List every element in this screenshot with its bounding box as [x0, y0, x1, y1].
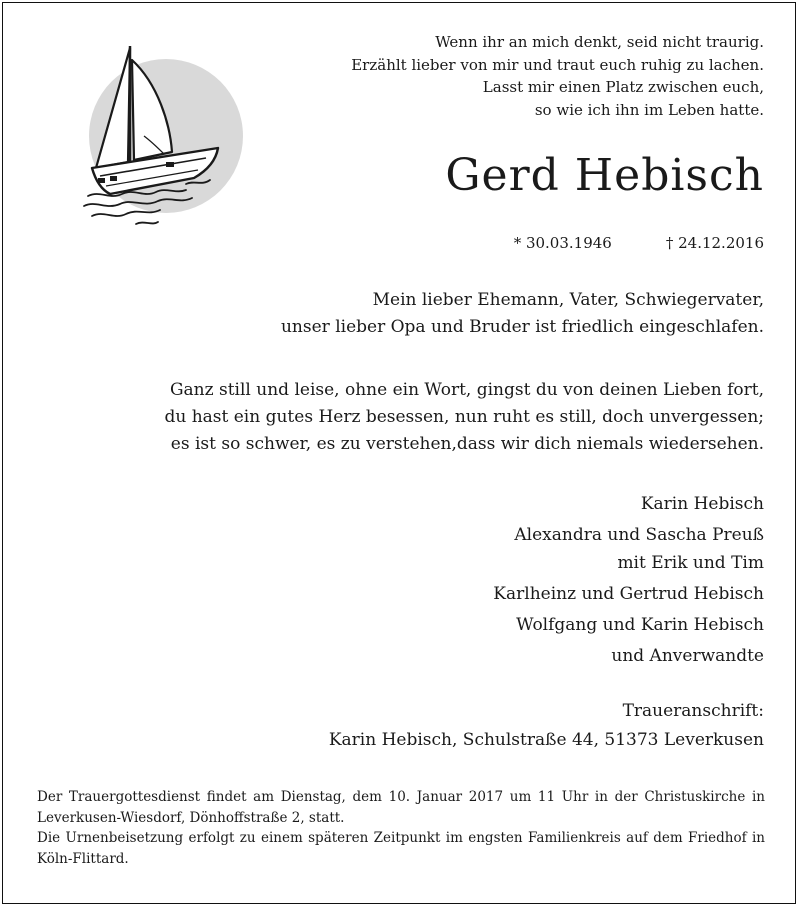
- mourner-entry: [344, 611, 764, 639]
- poem-line: Erzählt lieber von mir und traut euch ruhig zu lachen.: [351, 55, 764, 74]
- memorial-poem: [344, 31, 764, 121]
- mourner-entry: [344, 490, 764, 518]
- mourner-name: Wolfgang und Karin Hebisch: [516, 615, 764, 635]
- poem-line: Lasst mir einen Platz zwischen euch,: [482, 78, 764, 96]
- mourner-entry: [344, 642, 764, 670]
- death-date: † 24.12.2016: [665, 234, 764, 252]
- announcement-line: unser lieber Opa und Bruder ist friedlich eingeschlafen.: [280, 317, 764, 337]
- address-text: Karin Hebisch, Schulstraße 44, 51373 Leverkusen: [328, 730, 764, 750]
- poem-line: so wie ich ihn im Leben hatte.: [534, 100, 764, 119]
- mourner-entry: [344, 580, 764, 608]
- deceased-name: Gerd Hebisch: [445, 150, 764, 201]
- funeral-service-paragraph: Der Trauergottesdienst findet am Dienstag, dem 10. Januar 2017 um 11 Uhr in der Christuskirche in Leverkusen-Wiesdorf, Dönhoffstraße 2, statt.: [37, 789, 765, 826]
- mourners-list: [344, 490, 764, 673]
- birth-date: * 30.03.1946: [513, 234, 612, 252]
- poem-line: Wenn ihr an mich denkt, seid nicht traurig.: [435, 33, 764, 51]
- mourner-entry: [344, 521, 764, 577]
- life-dates: [364, 231, 764, 255]
- mourner-name: Karlheinz und Gertrud Hebisch: [493, 584, 764, 604]
- mourner-name: und Anverwandte: [611, 646, 764, 666]
- mourning-address: [164, 697, 764, 755]
- verse-line: Ganz still und leise, ohne ein Wort, gingst du von deinen Lieben fort,: [169, 380, 764, 400]
- mourner-name: mit Erik und Tim: [617, 553, 764, 573]
- sailboat-icon: [66, 44, 246, 226]
- verse-line: es ist so schwer, es zu verstehen,dass wir dich niemals wiedersehen.: [170, 434, 764, 454]
- verse-line: du hast ein gutes Herz besessen, nun ruht es still, doch unvergessen;: [164, 407, 764, 427]
- farewell-verse: [64, 377, 764, 458]
- announcement-line: Mein lieber Ehemann, Vater, Schwiegervater,: [372, 290, 764, 310]
- urn-burial-paragraph: Die Urnenbeisetzung erfolgt zu einem späteren Zeitpunkt im engsten Familienkreis auf dem Friedhof in Köln-Flittard.: [37, 830, 765, 867]
- announcement-text: [144, 287, 764, 341]
- mourner-name: Alexandra und Sascha Preuß: [514, 525, 764, 545]
- service-details: [37, 787, 765, 869]
- mourner-name: Karin Hebisch: [640, 494, 764, 514]
- address-label: Traueranschrift:: [622, 701, 764, 721]
